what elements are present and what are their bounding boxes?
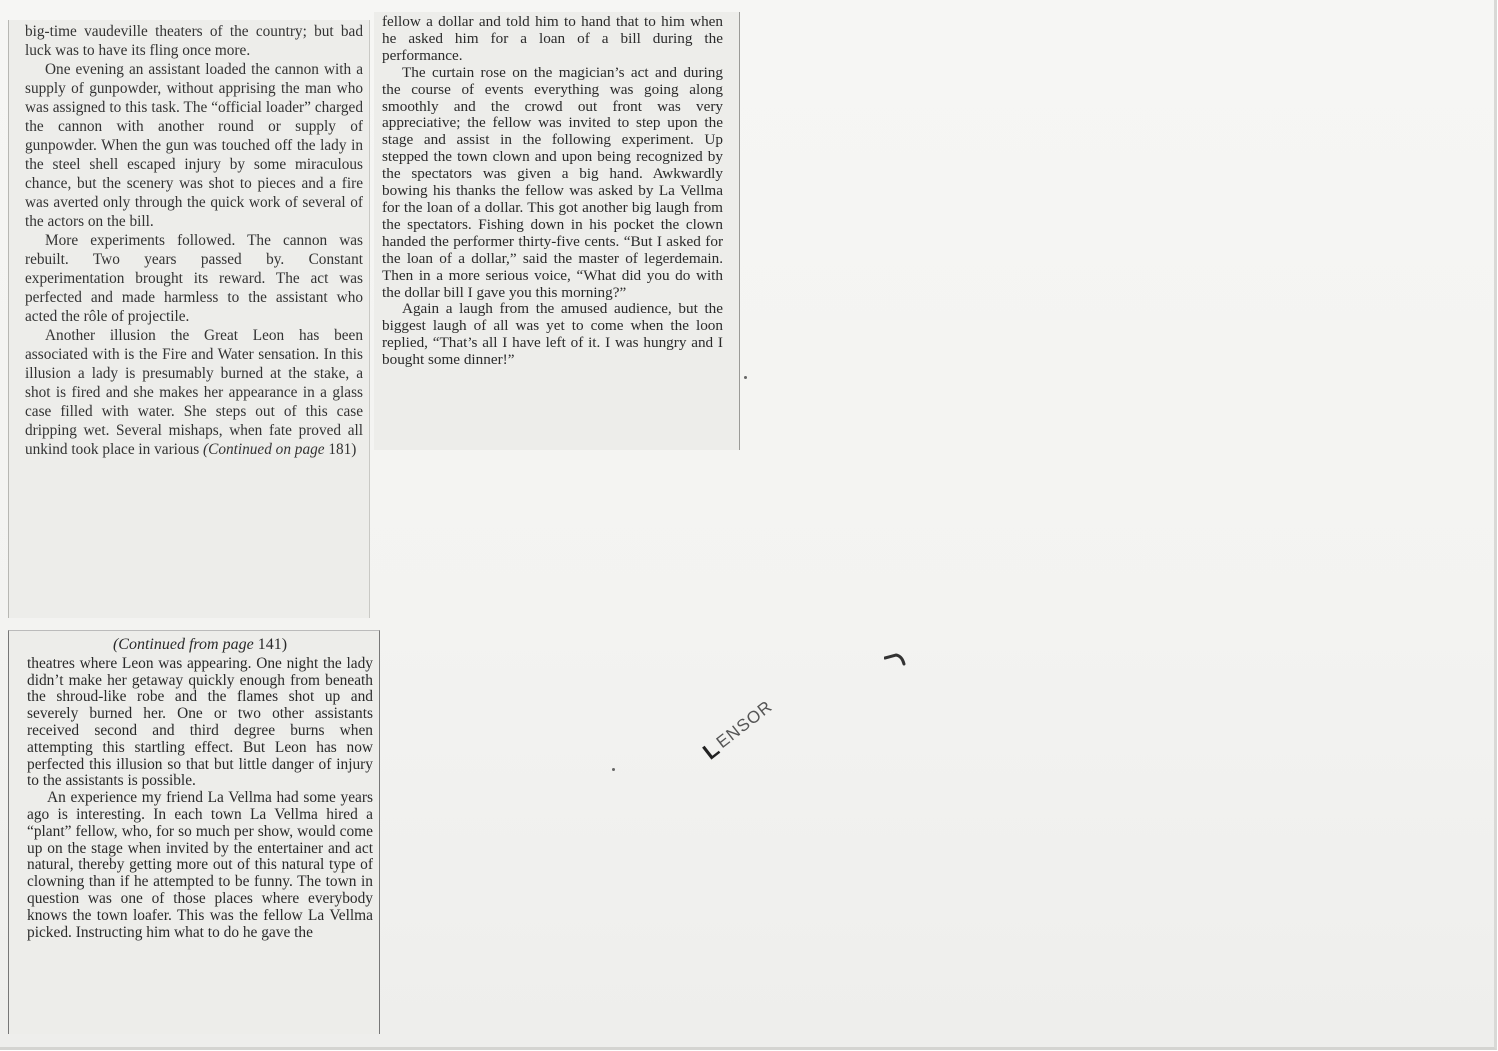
clipping-right-top	[374, 12, 740, 450]
clipping-left-top	[8, 20, 370, 618]
ink-speck	[612, 768, 615, 771]
paragraph: fellow a dollar and told him to hand that to him when he asked him for a loan of a bill during the performance.	[382, 13, 723, 64]
paragraph: One evening an assistant loaded the cannon with a supply of gunpowder, without apprising the man who was assigned to this task. The “official loader” charged the cannon with another round or supply of gunpowder. When the gun was touched off the lady in the steel shell escaped injury by some miraculous chance, but the scenery was shot to pieces and a fire was averted only through the quick work of several of the actors on the bill.	[25, 61, 363, 230]
pencil-mark-icon	[884, 652, 906, 668]
paragraph: More experiments followed. The cannon was rebuilt. Two years passed by. Constant experimentation brought its reward. The act was perfected and made harmless to the assistant who acted the rôle of projectile.	[25, 232, 363, 325]
continued-page: 181)	[328, 441, 357, 458]
stamp-name: ENSOR	[712, 696, 777, 752]
ownership-stamp	[698, 694, 779, 765]
paragraph	[25, 326, 363, 459]
paragraph-text: Another illusion the Great Leon has been associated with is the Fire and Water sensation. In this illusion a lady is presumably burned at the stake, a shot is fired and she makes her appearance in a glass case filled with water. She steps out of this case dripping wet. Several mishaps, when fate proved all unkind took place in various	[25, 327, 363, 458]
clipping-left-bottom	[8, 630, 380, 1034]
stamp-initial: L	[697, 735, 725, 765]
paragraph: Again a laugh from the amused audience, but the biggest laugh of all was yet to come when the loon replied, “That’s all I have left of it. I was hungry and I bought some dinner!”	[382, 300, 723, 369]
paragraph: An experience my friend La Vellma had some years ago is interesting. In each town La Vellma hired a “plant” fellow, who, for so much per show, would come up on the stage when invited by the entertainer and act natural, thereby getting more out of this natural type of clowning than if he attempted to be funny. The town in question was one of those places where everybody knows the town loafer. This was the fellow La Vellma picked. Instructing him what to do he gave the	[27, 789, 373, 941]
paragraph: theatres where Leon was appearing. One night the lady didn’t make her getaway quickly enough from beneath the shroud-like robe and the flames shot up and severely burned her. One or two other assistants received second and third degree burns when attempting this startling effect. But Leon has now perfected this illusion so that but little danger of injury to the assistants is possible.	[27, 654, 373, 790]
ink-speck	[744, 376, 747, 379]
paragraph: The curtain rose on the magician’s act and during the course of events everything was going along smoothly and the crowd out front was very appreciative; the fellow was invited to step upon the stage and assist in the following experiment. Up stepped the town clown and upon being recognized by the spectators was given a big hand. Awkwardly bowing his thanks the fellow was asked by La Vellma for the loan of a dollar. This got another big laugh from the spectators. Fishing down in his pocket the clown handed the performer thirty-five cents. “But I asked for the loan of a dollar,” said the master of legerdemain. Then in a more serious voice, “What did you do with the dollar bill I gave you this morning?”	[382, 63, 723, 301]
continued-heading	[27, 637, 373, 654]
continued-from-label: (Continued from page	[112, 636, 254, 653]
continued-label: (Continued on page	[203, 441, 325, 458]
paragraph: big-time vaudeville theaters of the country; but bad luck was to have its fling once more.	[25, 23, 363, 59]
continued-from-page: 141)	[257, 636, 288, 653]
